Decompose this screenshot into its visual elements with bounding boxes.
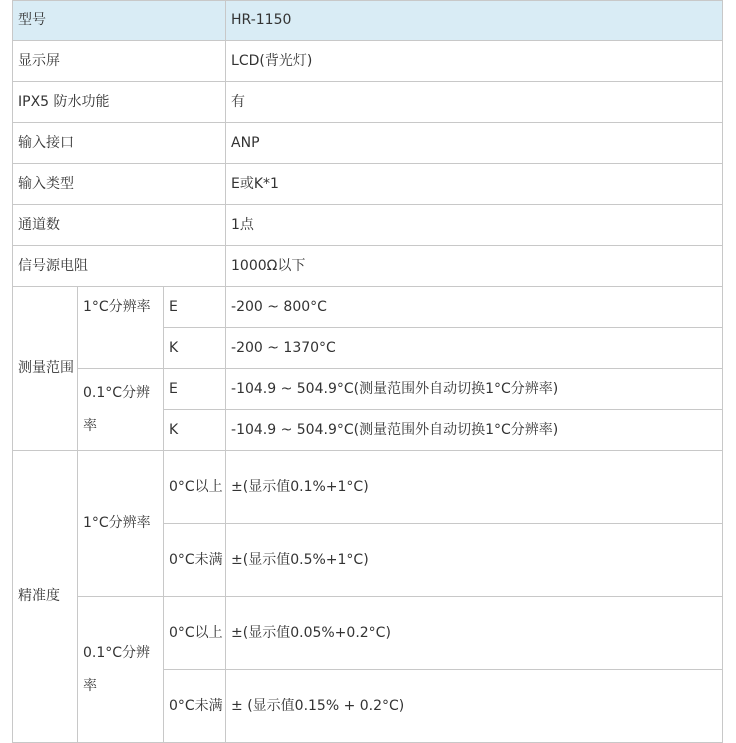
model-label: 型号: [13, 1, 226, 41]
table-row-channels: [13, 205, 723, 246]
range-resolution-1c: 1°C分辨率: [78, 287, 164, 369]
range-label: 测量范围: [13, 287, 78, 451]
input-interface-label: 输入接口: [13, 123, 226, 164]
range-value: -200 ~ 800°C: [226, 287, 723, 328]
accuracy-value: ±(显示值0.05%+0.2°C): [226, 597, 723, 670]
accuracy-condition: 0°C未满: [164, 670, 226, 743]
input-type-label: 输入类型: [13, 164, 226, 205]
table-row-accuracy-1c-above: [13, 451, 723, 524]
input-interface-value: ANP: [226, 123, 723, 164]
range-resolution-01c: 0.1°C分辨率: [78, 369, 164, 451]
table-row-waterproof: [13, 82, 723, 123]
input-type-value: E或K*1: [226, 164, 723, 205]
source-resistance-value: 1000Ω以下: [226, 246, 723, 287]
accuracy-resolution-1c: 1°C分辨率: [78, 451, 164, 597]
accuracy-resolution-01c: 0.1°C分辨率: [78, 597, 164, 743]
display-label: 显示屏: [13, 41, 226, 82]
range-type-k: K: [164, 328, 226, 369]
accuracy-condition: 0°C以上: [164, 451, 226, 524]
table-row-display: [13, 41, 723, 82]
table-row-model: [13, 1, 723, 41]
channels-value: 1点: [226, 205, 723, 246]
waterproof-label: IPX5 防水功能: [13, 82, 226, 123]
accuracy-value: ± (显示值0.15% + 0.2°C): [226, 670, 723, 743]
range-type-e: E: [164, 287, 226, 328]
range-type-e: E: [164, 369, 226, 410]
source-resistance-label: 信号源电阻: [13, 246, 226, 287]
table-row-range-1c-e: [13, 287, 723, 328]
table-row-range-01c-e: [13, 369, 723, 410]
accuracy-value: ±(显示值0.5%+1°C): [226, 524, 723, 597]
accuracy-value: ±(显示值0.1%+1°C): [226, 451, 723, 524]
range-value: -200 ~ 1370°C: [226, 328, 723, 369]
accuracy-label: 精准度: [13, 451, 78, 743]
table-row-accuracy-01c-above: [13, 597, 723, 670]
model-value: HR-1150: [226, 1, 723, 41]
table-row-source-resistance: [13, 246, 723, 287]
table-row-input-interface: [13, 123, 723, 164]
channels-label: 通道数: [13, 205, 226, 246]
range-value: -104.9 ~ 504.9°C(测量范围外自动切换1°C分辨率): [226, 369, 723, 410]
waterproof-value: 有: [226, 82, 723, 123]
range-type-k: K: [164, 410, 226, 451]
range-value: -104.9 ~ 504.9°C(测量范围外自动切换1°C分辨率): [226, 410, 723, 451]
accuracy-condition: 0°C以上: [164, 597, 226, 670]
display-value: LCD(背光灯): [226, 41, 723, 82]
spec-table: [12, 0, 723, 743]
table-row-input-type: [13, 164, 723, 205]
accuracy-condition: 0°C未满: [164, 524, 226, 597]
